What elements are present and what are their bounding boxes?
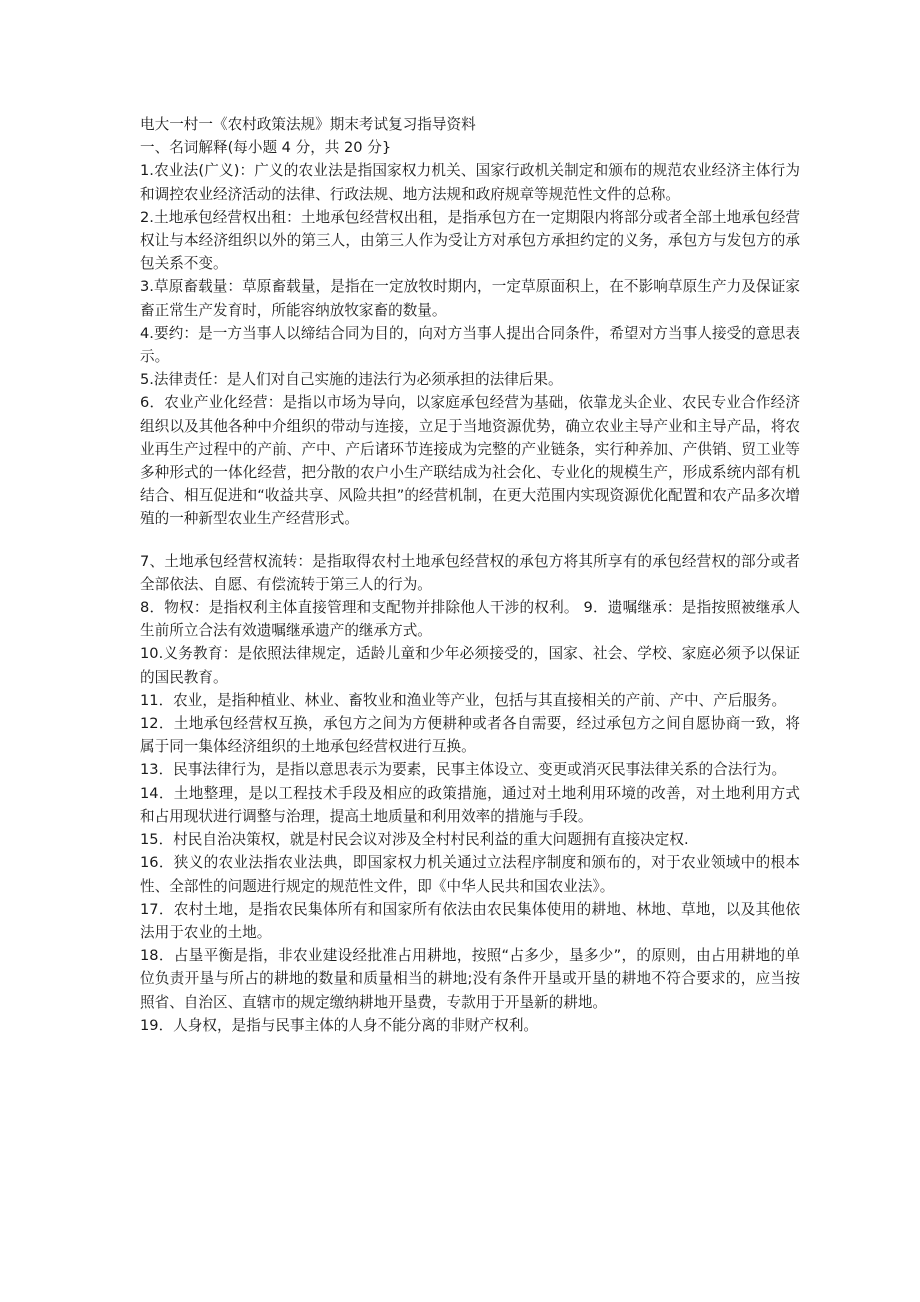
definition-paragraph: 18．占垦平衡是指，非农业建设经批准占用耕地，按照“占多少，垦多少”，的原则，由占用耕地的单位负责开垦与所占的耕地的数量和质量相当的耕地;没有条件开垦或开垦的耕地不符合要求的，应当按照省、自治区、直辖市的规定缴纳耕地开垦费，专款用于开垦新的耕地。 xyxy=(140,947,800,1011)
definition-paragraph: 1.农业法(广义)：广义的农业法是指国家权力机关、国家行政机关制定和颁布的规范农业经济主体行为和调控农业经济活动的法律、行政法规、地方法规和政府规章等规范性文件的总称。 xyxy=(140,162,800,203)
definition-paragraph: 10.义务教育：是依照法律规定，适龄儿童和少年必须接受的，国家、社会、学校、家庭必须予以保证的国民教育。 xyxy=(140,645,800,686)
section-heading: 一、名词解释(每小题 4 分，共 20 分} xyxy=(140,139,392,157)
definition-paragraph: 19．人身权，是指与民事主体的人身不能分离的非财产权利。 xyxy=(140,1016,539,1034)
definition-paragraph: 7、土地承包经营权流转：是指取得农村土地承包经营权的承包方将其所享有的承包经营权的部分或者全部依法、自愿、有偿流转于第三人的行为。 xyxy=(140,552,800,593)
definition-paragraph: 3.草原畜载量：草原畜载量，是指在一定放牧时期内，一定草原面积上，在不影响草原生产力及保证家畜正常生产发育时，所能容纳放牧家畜的数量。 xyxy=(140,278,800,319)
definition-paragraph: 13．民事法律行为，是指以意思表示为要素，民事主体设立、变更或消灭民事法律关系的合法行为。 xyxy=(140,761,787,779)
definition-paragraph: 16．狭义的农业法指农业法典，即国家权力机关通过立法程序制度和颁布的，对于农业领域中的根本性、全部性的问题进行规定的规范性文件，即《中华人民共和国农业法》。 xyxy=(140,854,800,895)
definition-paragraph: 8．物权：是指权利主体直接管理和支配物并排除他人干涉的权利。 9．遗嘱继承：是指按照被继承人生前所立合法有效遗嘱继承遗产的继承方式。 xyxy=(140,599,800,640)
document-title: 电大一村一《农村政策法规》期末考试复习指导资料 xyxy=(140,116,476,133)
blank-line xyxy=(140,531,800,550)
definition-paragraph: 17．农村土地，是指农民集体所有和国家所有依法由农民集体使用的耕地、林地、草地，以及其他依法用于农业的土地。 xyxy=(140,900,800,941)
definition-paragraph: 15．村民自治决策权，就是村民会议对涉及全村村民利益的重大问题拥有直接决定权. xyxy=(140,831,689,849)
definition-paragraph: 11．农业，是指种植业、林业、畜牧业和渔业等产业，包括与其直接相关的产前、产中、产后服务。 xyxy=(140,691,787,709)
definition-paragraph: 2.土地承包经营权出租：土地承包经营权出租，是指承包方在一定期限内将部分或者全部土地承包经营权让与本经济组织以外的第三人，由第三人作为受让方对承包方承担约定的义务，承包方与发包方的承包关系不变。 xyxy=(140,208,800,273)
definition-paragraph: 4.要约：是一方当事人以缔结合同为目的，向对方当事人提出合同条件，希望对方当事人接受的意思表示。 xyxy=(140,324,800,366)
document-page xyxy=(140,113,800,1037)
definition-paragraph: 6．农业产业化经营：是指以市场为导向，以家庭承包经营为基础，依靠龙头企业、农民专业合作经济组织以及其他各种中介组织的带动与连接，立足于当地资源优势，确立农业主导产业和主导产品，将农业再生产过程中的产前、产中、产后诸环节连接成为完整的产业链条，实行种养加、产供销、贸工业等多种形式的一体化经营，把分散的农户小生产联结成为社会化、专业化的规模生产，形成系统内部有机结合、相互促进和“收益共享、风险共担”的经营机制，在更大范围内实现资源优化配置和农产品多次增殖的一种新型农业生产经营形式。 xyxy=(140,394,800,528)
definition-paragraph: 5.法律责任：是人们对自己实施的违法行为必须承担的法律后果。 xyxy=(140,371,563,389)
definition-paragraph: 14．土地整理，是以工程技术手段及相应的政策措施，通过对土地利用环境的改善，对土地利用方式和占用现状进行调整与治理，提高土地质量和利用效率的措施与手段。 xyxy=(140,784,800,825)
definition-paragraph: 12．土地承包经营权互换，承包方之间为方便耕种或者各自需要，经过承包方之间自愿协商一致，将属于同一集体经济组织的土地承包经营权进行互换。 xyxy=(140,715,800,756)
